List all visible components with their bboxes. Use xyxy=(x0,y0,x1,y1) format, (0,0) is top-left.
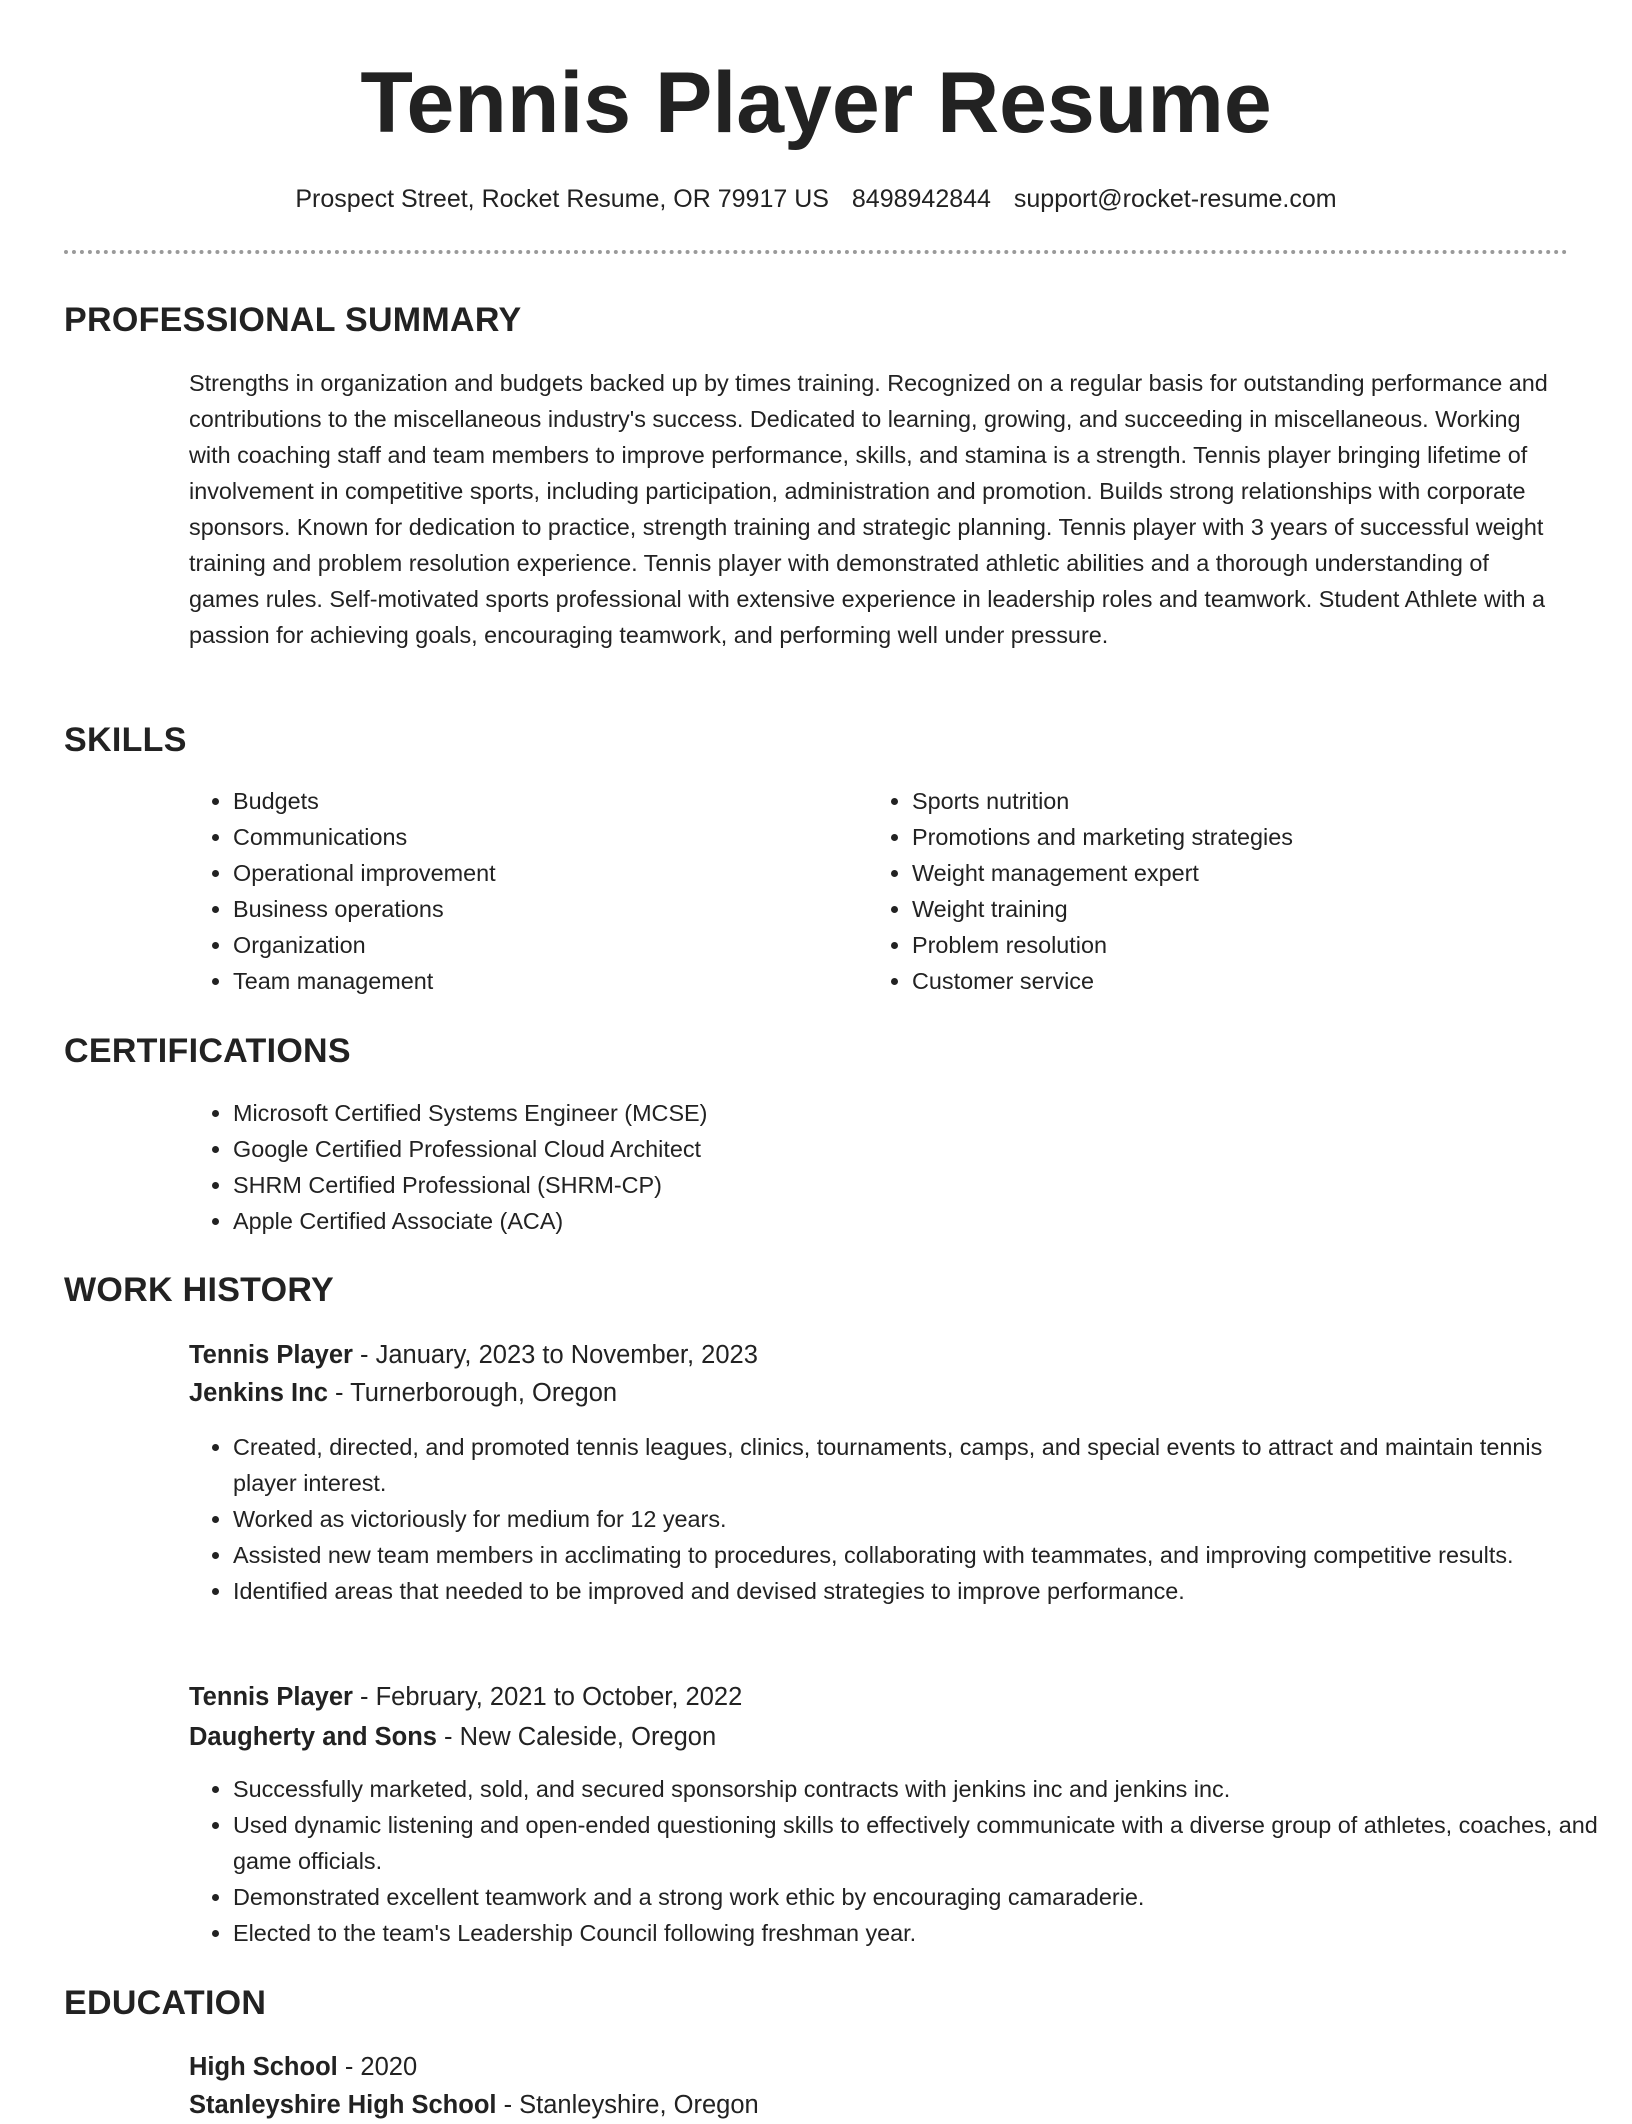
skill-item: • Sports nutrition xyxy=(912,783,1592,819)
certification-item: • SHRM Certified Professional (SHRM-CP) xyxy=(233,1167,1533,1203)
skills-list-right xyxy=(868,783,1592,999)
skill-item: • Organization xyxy=(233,927,853,963)
education-location: - Stanleyshire, Oregon xyxy=(496,2091,759,2119)
job-bullet: • Used dynamic listening and open-ended questioning skills to effectively communicate with a diverse group of athletes, coaches, and game officials. xyxy=(233,1807,1598,1879)
work-history-heading: WORK HISTORY xyxy=(64,1271,334,1309)
skill-item: • Communications xyxy=(233,819,853,855)
summary-heading: PROFESSIONAL SUMMARY xyxy=(64,301,522,339)
skill-item: • Weight training xyxy=(912,891,1592,927)
job-1-company: Jenkins Inc xyxy=(189,1379,328,1407)
header-divider xyxy=(64,250,1568,254)
job-bullet: • Assisted new team members in acclimating to procedures, collaborating with teammates, and improving competitive results. xyxy=(233,1537,1598,1573)
certification-item: • Microsoft Certified Systems Engineer (MCSE) xyxy=(233,1095,1533,1131)
job-bullet: • Identified areas that needed to be improved and devised strategies to improve performance. xyxy=(233,1573,1598,1609)
contact-line xyxy=(0,181,1632,217)
job-1-location: - Turnerborough, Oregon xyxy=(327,1379,618,1407)
contact-address: Prospect Street, Rocket Resume, OR 79917 US xyxy=(295,185,829,213)
skill-item: • Team management xyxy=(233,963,853,999)
skill-item: • Business operations xyxy=(233,891,853,927)
job-2-location: - New Caleside, Oregon xyxy=(436,1723,717,1751)
skills-heading: SKILLS xyxy=(64,721,187,759)
education-school: Stanleyshire High School xyxy=(189,2091,497,2119)
certification-item: • Apple Certified Associate (ACA) xyxy=(233,1203,1533,1239)
education-school-line xyxy=(189,2086,759,2124)
certifications-heading: CERTIFICATIONS xyxy=(64,1032,351,1070)
job-bullet: • Worked as victoriously for medium for 12 years. xyxy=(233,1501,1598,1537)
job-2-dates: - February, 2021 to October, 2022 xyxy=(352,1683,743,1711)
skill-item: • Customer service xyxy=(912,963,1592,999)
job-2-title: Tennis Player xyxy=(189,1683,353,1711)
resume-title: Tennis Player Resume xyxy=(360,55,1272,151)
contact-phone: 8498942844 xyxy=(851,185,991,213)
skill-item: • Promotions and marketing strategies xyxy=(912,819,1592,855)
contact-email: support@rocket-resume.com xyxy=(1013,185,1337,213)
certifications-list xyxy=(189,1095,1533,1239)
job-bullet: • Successfully marketed, sold, and secured sponsorship contracts with jenkins inc and jenkins inc. xyxy=(233,1771,1598,1807)
certification-item: • Google Certified Professional Cloud Architect xyxy=(233,1131,1533,1167)
job-2-title-line xyxy=(189,1678,742,1716)
job-1-dates: - January, 2023 to November, 2023 xyxy=(352,1341,758,1369)
summary-text: Strengths in organization and budgets backed up by times training. Recognized on a regular basis for outstanding performance and contributions to the miscellaneous industry's success. Dedicated to learning, growing, and succeeding in miscellaneous. Working with coaching staff and team members to improve performance, skills, and stamina is a strength. Tennis player bringing lifetime of involvement in competitive sports, including participation, administration and promotion. Builds strong relationships with corporate sponsors. Known for dedication to practice, strength training and strategic planning. Tennis player with 3 years of successful weight training and problem resolution experience. Tennis player with demonstrated athletic abilities and a thorough understanding of games rules. Self-motivated sports professional with extensive experience in leadership roles and teamwork. Student Athlete with a passion for achieving goals, encouraging teamwork, and performing well under pressure. xyxy=(189,370,1548,648)
job-1-company-line xyxy=(189,1374,617,1412)
job-bullet: • Created, directed, and promoted tennis leagues, clinics, tournaments, camps, and special events to attract and maintain tennis player interest. xyxy=(233,1429,1598,1501)
skills-list-left xyxy=(189,783,853,999)
education-degree: High School xyxy=(189,2053,338,2081)
education-year: - 2020 xyxy=(337,2053,418,2081)
skill-item: • Problem resolution xyxy=(912,927,1592,963)
job-bullet: • Demonstrated excellent teamwork and a strong work ethic by encouraging camaraderie. xyxy=(233,1879,1598,1915)
job-1-bullets xyxy=(189,1429,1598,1609)
skill-item: • Operational improvement xyxy=(233,855,853,891)
job-2-bullets xyxy=(189,1771,1598,1951)
education-degree-line xyxy=(189,2048,417,2086)
job-2-company: Daugherty and Sons xyxy=(189,1723,437,1751)
skill-item: • Weight management expert xyxy=(912,855,1592,891)
education-heading: EDUCATION xyxy=(64,1984,267,2022)
job-2-company-line xyxy=(189,1718,716,1756)
job-1-title: Tennis Player xyxy=(189,1341,353,1369)
job-bullet: • Elected to the team's Leadership Council following freshman year. xyxy=(233,1915,1598,1951)
job-1-title-line xyxy=(189,1336,758,1374)
skill-item: • Budgets xyxy=(233,783,853,819)
